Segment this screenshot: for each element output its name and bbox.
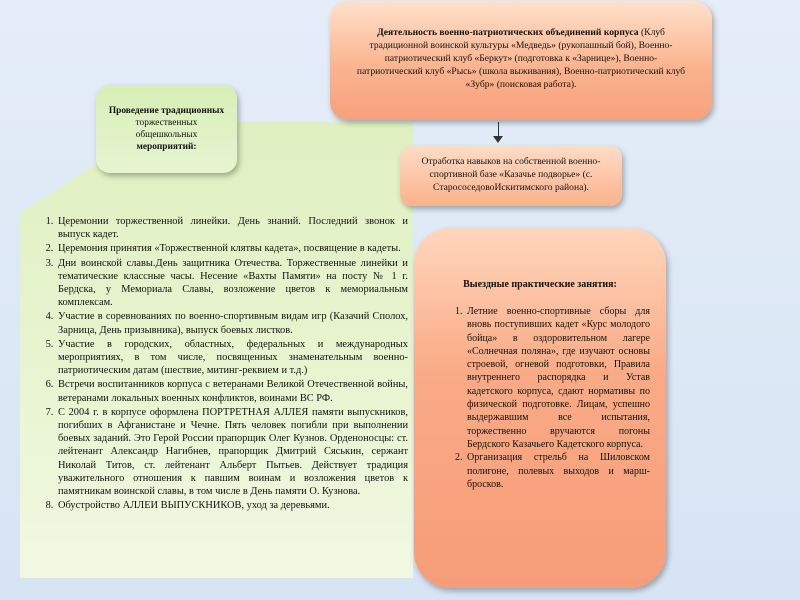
- list-item: 4. Участие в соревнованиях по военно-спортивным видам игр (Казачий Сполох, Зарница, День призывника), выпуск боевых листков.: [56, 310, 408, 336]
- patriotic-associations-text: (Клуб традиционной воинской культуры «Медведь» (рукопашный бой), Военно-патриотический клуб «Беркут» (подготовка к «Зарнице»), Военно-патриотический клуб «Рысь» (школа выживания), Военно-патриотический клуб «Зубр» (поисковая работа).: [356, 27, 686, 90]
- list-item: 1. Летние военно-спортивные сборы для вновь поступивших кадет «Курс молодого бойца» в оздоровительном лагере «Солнечная поляна», где изучают основы строевой, огневой подготовки, Правила внутреннего распорядка и Устав кадетского корпуса, сдают нормативы по физической подготовке. Лицам, успешно выдержавшим все испытания, торжественно вручаются погоны Бердского Казачьего Кадетского корпуса.: [465, 305, 650, 451]
- list-item: 7. С 2004 г. в корпусе оформлена ПОРТРЕТНАЯ АЛЛЕЯ памяти выпускников, погибших в Афганистане и Чечне. Пять человек погибли при выполнении боевых заданий. Это Герой России прапорщик Олег Кузнов. Орденоносцы: ст. лейтенант Александр Нагибнев, прапорщик Дмитрий Сяськин, сержант Николай Титов, ст. лейтенант Альберт Пытьев. Действует традиция уважительного отношения к павшим воинам и возложения цветов к памятникам воинской славы, в том числе в День памяти О. Кузнова.: [56, 406, 408, 498]
- tradition-line1: Проведение традиционных: [108, 106, 225, 116]
- list-item: 2. Организация стрельб на Шиловском полигоне, полевых выходов и марш-бросков.: [465, 451, 650, 491]
- list-item: 8. Обустройство АЛЛЕИ ВЫПУСКНИКОВ, уход за деревьями.: [56, 499, 408, 512]
- list-item: 5. Участие в городских, областных, федеральных и международных мероприятиях, в том числе, посвященных знаменательным военно-патриотическим датам (шествие, митинг-реквием и т.д.): [56, 338, 408, 378]
- traditional-events-list: [28, 215, 408, 513]
- tradition-line2: торжественных: [135, 118, 198, 128]
- training-base-text: Отработка навыков на собственной военно-спортивной базе «Казачье подворье» (с. СтарососедовоИскитимского района).: [421, 156, 601, 193]
- list-item: 6. Встречи воспитанников корпуса с ветеранами Великой Отечественной войны, ветеранами локальных военных конфликтов, воинами ВС РФ.: [56, 378, 408, 404]
- list-item: 2. Церемония принятия «Торжественной клятвы кадета», посвящение в кадеты.: [56, 242, 408, 255]
- list-item: 3. Дни воинской славы.День защитника Отечества. Торжественные линейки и тематические классные часы. Несение «Вахты Памяти» на посту № 1 г. Бердска, у Мемориала Славы, возложение цветов к мемориальным комплексам.: [56, 257, 408, 310]
- patriotic-associations-box: [330, 1, 712, 120]
- patriotic-associations-title: Деятельность военно-патриотических объединений корпуса: [377, 27, 639, 38]
- tradition-line3: общешкольных: [135, 130, 198, 140]
- training-base-box: [400, 146, 622, 206]
- traditional-events-header-box: [96, 85, 237, 173]
- list-item: 1. Церемонии торжественной линейки. День знаний. Последний звонок и выпуск кадет.: [56, 215, 408, 241]
- tradition-line4: мероприятий:: [136, 142, 197, 152]
- arrow-down-icon: [493, 136, 503, 143]
- field-training-list: [438, 305, 650, 491]
- field-training-title: Выездные практические занятия:: [463, 279, 617, 290]
